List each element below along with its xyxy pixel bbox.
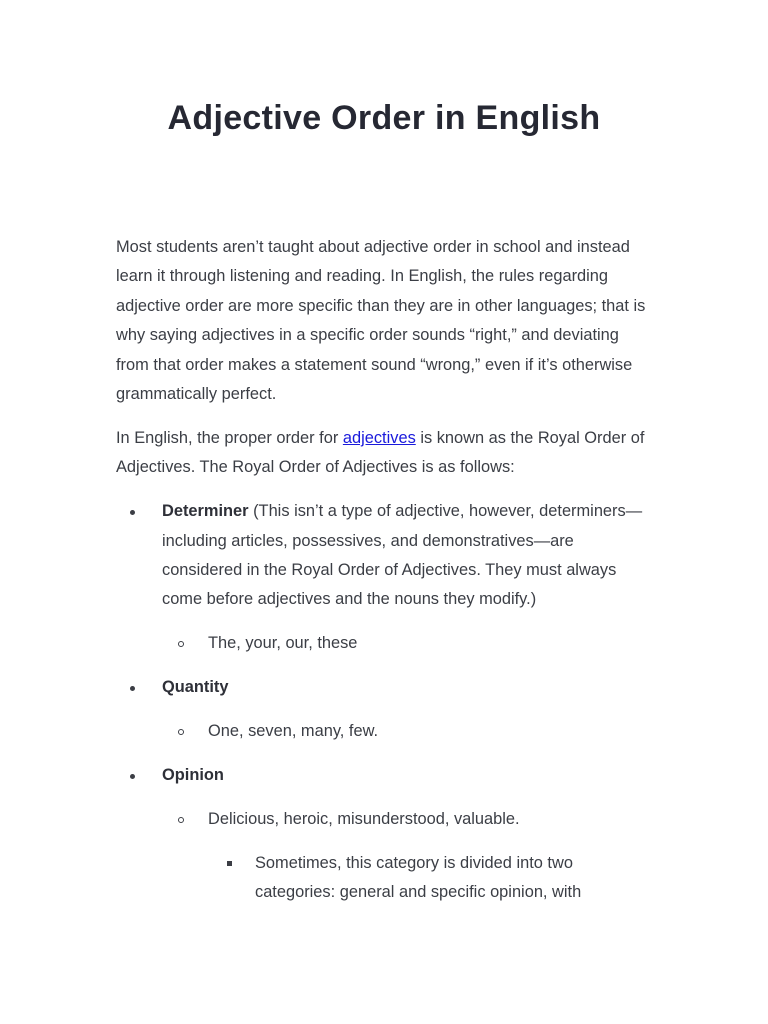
list-item-quantity — [116, 673, 652, 746]
opinion-subnotes — [208, 849, 652, 908]
example-text: One, seven, many, few. — [208, 722, 379, 741]
bullet-disc-icon — [130, 774, 135, 779]
term-quantity: Quantity — [162, 678, 229, 697]
list-item-determiner — [116, 497, 652, 659]
determiner-examples — [162, 629, 652, 658]
intro-paragraph: Most students aren’t taught about adjective order in school and instead learn it through listening and reading. In English, the rules regarding adjective order are more specific than they are in other languages; that is why saying adjectives in a specific order sounds “right,” and deviating from that order makes a statement sound “wrong,” even if it’s otherwise grammatically perfect. — [116, 238, 646, 404]
bullet-disc-icon — [130, 510, 135, 515]
royal-order-text-before: In English, the proper order for — [116, 428, 343, 447]
royal-order-text-after: is known as the Royal Order of Adjectives. The Royal Order of Adjectives is as follows: — [116, 428, 645, 477]
bullet-disc-icon — [130, 686, 135, 691]
example-item — [162, 717, 652, 746]
adjectives-link[interactable]: adjectives — [342, 428, 416, 447]
example-text: The, your, our, these — [208, 634, 358, 653]
page-title: Adjective Order in English — [167, 99, 601, 137]
example-item — [162, 629, 652, 658]
list-item-opinion — [116, 761, 652, 908]
quantity-examples — [162, 717, 652, 746]
article-body — [116, 233, 652, 922]
opinion-examples — [162, 805, 652, 908]
royal-order-list — [116, 497, 652, 907]
term-opinion: Opinion — [162, 766, 224, 785]
subnote-item — [208, 849, 652, 908]
example-text: Delicious, heroic, misunderstood, valuable. — [208, 810, 520, 828]
royal-order-paragraph — [116, 424, 652, 483]
bullet-square-icon — [227, 861, 232, 866]
determiner-note: (This isn’t a type of adjective, however, determiners—including articles, possessives, and demonstratives—are considered in the Royal Order of Adjectives. They must always come before adjectives and the nouns they modify.) — [162, 502, 643, 609]
bullet-circle-icon — [178, 729, 184, 735]
term-determiner: Determiner — [162, 502, 249, 521]
subnote-text: Sometimes, this category is divided into two categories: general and specific opinion, with — [255, 853, 582, 902]
bullet-circle-icon — [178, 817, 184, 823]
bullet-circle-icon — [178, 641, 184, 647]
example-item — [162, 805, 652, 908]
